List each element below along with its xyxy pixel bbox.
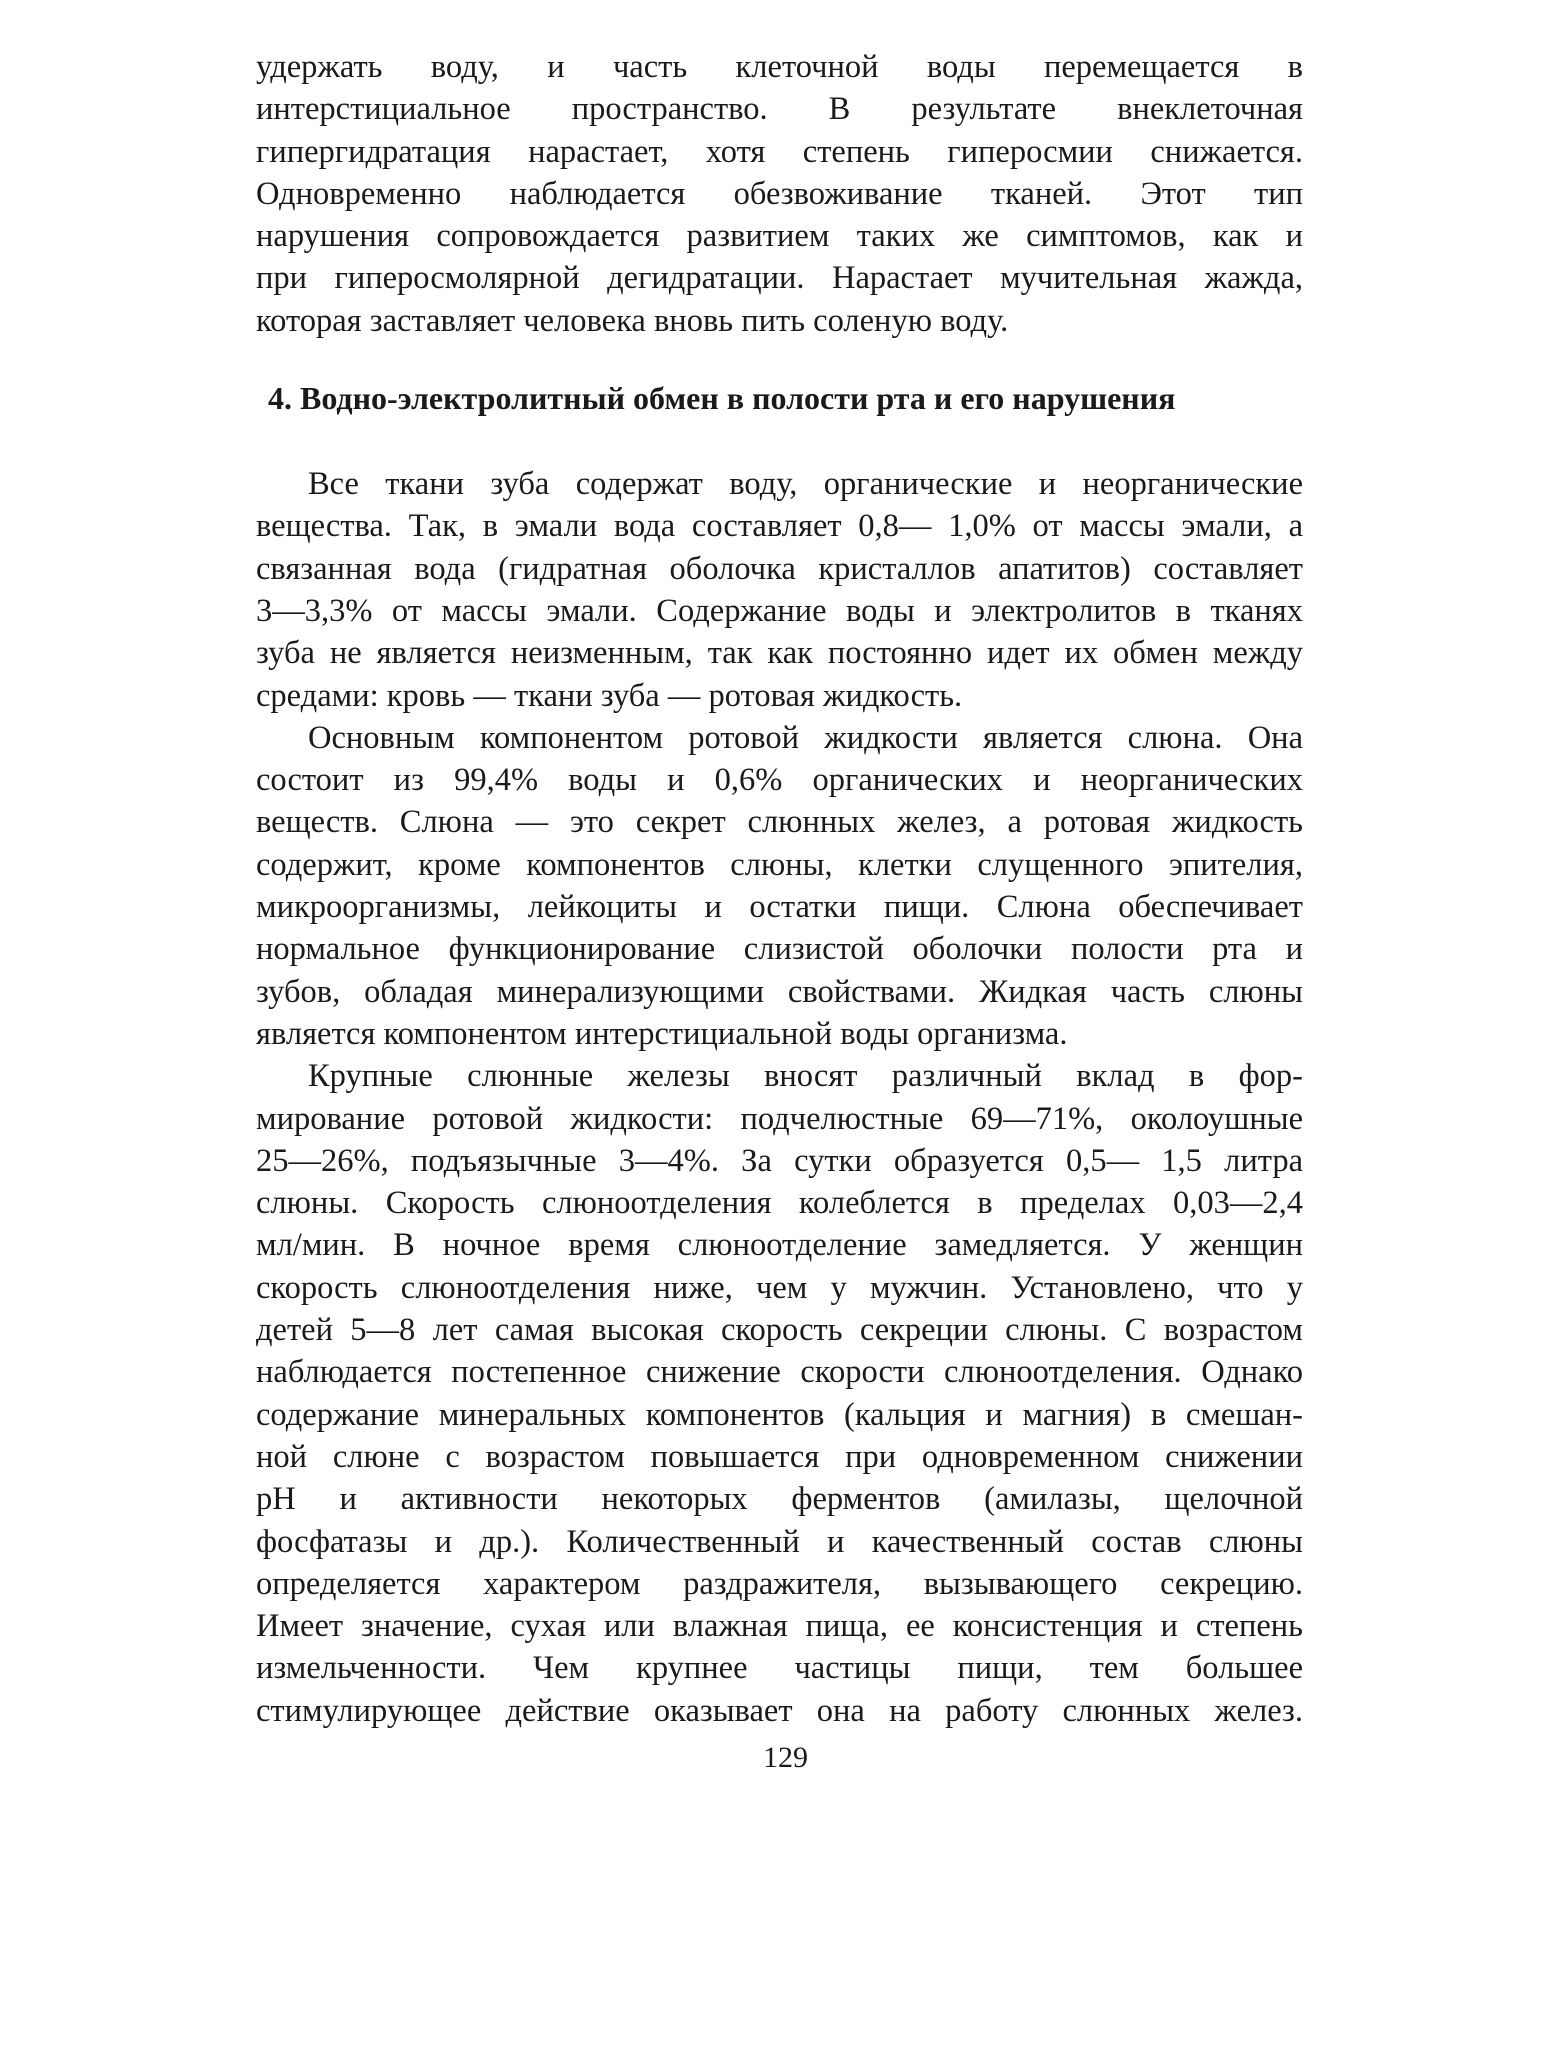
text-line: определяется характером раздражителя, вызывающего секрецию. xyxy=(256,1565,1303,1602)
text-line: нарушения сопровождается развитием таких же симптомов, как и xyxy=(256,218,1303,255)
text-line: фосфатазы и др.). Количественный и качественный состав слюны xyxy=(256,1523,1303,1560)
text-line: гипергидратация нарастает, хотя степень гиперосмии снижается. xyxy=(256,133,1303,170)
text-line: 25—26%, подъязычные 3—4%. За сутки образуется 0,5— 1,5 литра xyxy=(256,1142,1303,1179)
section-heading: 4. Водно-электролитный обмен в полости рта и его нарушения xyxy=(268,380,1176,417)
text-line: удержать воду, и часть клеточной воды перемещается в xyxy=(256,49,1303,85)
text-line: Одновременно наблюдается обезвоживание тканей. Этот тип xyxy=(256,175,1303,212)
text-line: мирование ротовой жидкости: подчелюстные 69—71%, околоушные xyxy=(256,1100,1303,1137)
text-line: средами: кровь — ткани зуба — ротовая жидкость. xyxy=(256,677,963,714)
text-line: зуба не является неизменным, так как постоянно идет их обмен между xyxy=(256,635,1303,672)
text-line: pH и активности некоторых ферментов (амилазы, щелочной xyxy=(256,1481,1303,1518)
paragraph-tooth-tissues xyxy=(256,463,1303,717)
continuation-paragraph xyxy=(256,46,1303,342)
text-line: вещества. Так, в эмали вода составляет 0,8— 1,0% от массы эмали, а xyxy=(256,508,1303,545)
text-line: интерстициальное пространство. В результате внеклеточная xyxy=(256,91,1303,128)
text-line: зубов, обладая минерализующими свойствами. Жидкая часть слюны xyxy=(256,973,1303,1010)
text-line: является компонентом интерстициальной воды организма. xyxy=(256,1015,1068,1052)
text-line: измельченности. Чем крупнее частицы пищи, тем большее xyxy=(256,1650,1303,1687)
text-line: связанная вода (гидратная оболочка кристаллов апатитов) составляет xyxy=(256,550,1303,587)
text-line: ной слюне с возрастом повышается при одновременном снижении xyxy=(256,1438,1303,1475)
page-number: 129 xyxy=(763,1741,808,1774)
document-page xyxy=(256,46,1303,1732)
text-line: при гиперосмолярной дегидратации. Нарастает мучительная жажда, xyxy=(256,260,1303,297)
paragraph-salivary-glands xyxy=(256,1055,1303,1732)
text-line: содержание минеральных компонентов (кальция и магния) в смешан- xyxy=(256,1396,1303,1433)
text-line: Крупные слюнные железы вносят различный вклад в фор- xyxy=(308,1058,1303,1095)
text-line: наблюдается постепенное снижение скорости слюноотделения. Однако xyxy=(256,1354,1303,1391)
text-line: нормальное функционирование слизистой оболочки полости рта и xyxy=(256,931,1303,968)
text-line: мл/мин. В ночное время слюноотделение замедляется. У женщин xyxy=(256,1227,1303,1264)
text-line: содержит, кроме компонентов слюны, клетки слущенного эпителия, xyxy=(256,846,1303,883)
text-line: слюны. Скорость слюноотделения колеблется в пределах 0,03—2,4 xyxy=(256,1185,1303,1222)
text-line: состоит из 99,4% воды и 0,6% органических и неорганических xyxy=(256,762,1303,799)
text-line: микроорганизмы, лейкоциты и остатки пищи. Слюна обеспечивает xyxy=(256,889,1303,926)
text-line: Все ткани зуба содержат воду, органические и неорганические xyxy=(308,466,1303,503)
text-line: Имеет значение, сухая или влажная пища, ее консистенция и степень xyxy=(256,1608,1303,1645)
text-line: стимулирующее действие оказывает она на работу слюнных желез. xyxy=(256,1692,1303,1729)
text-line: скорость слюноотделения ниже, чем у мужчин. Установлено, что у xyxy=(256,1269,1303,1306)
text-line: веществ. Слюна — это секрет слюнных желез, а ротовая жидкость xyxy=(256,804,1303,841)
text-line: Основным компонентом ротовой жидкости является слюна. Она xyxy=(308,719,1303,756)
text-line: 3—3,3% от массы эмали. Содержание воды и электролитов в тканях xyxy=(256,592,1303,629)
text-line: которая заставляет человека вновь пить соленую воду. xyxy=(256,302,1009,339)
paragraph-saliva xyxy=(256,717,1303,1055)
text-line: детей 5—8 лет самая высокая скорость секреции слюны. С возрастом xyxy=(256,1312,1303,1349)
